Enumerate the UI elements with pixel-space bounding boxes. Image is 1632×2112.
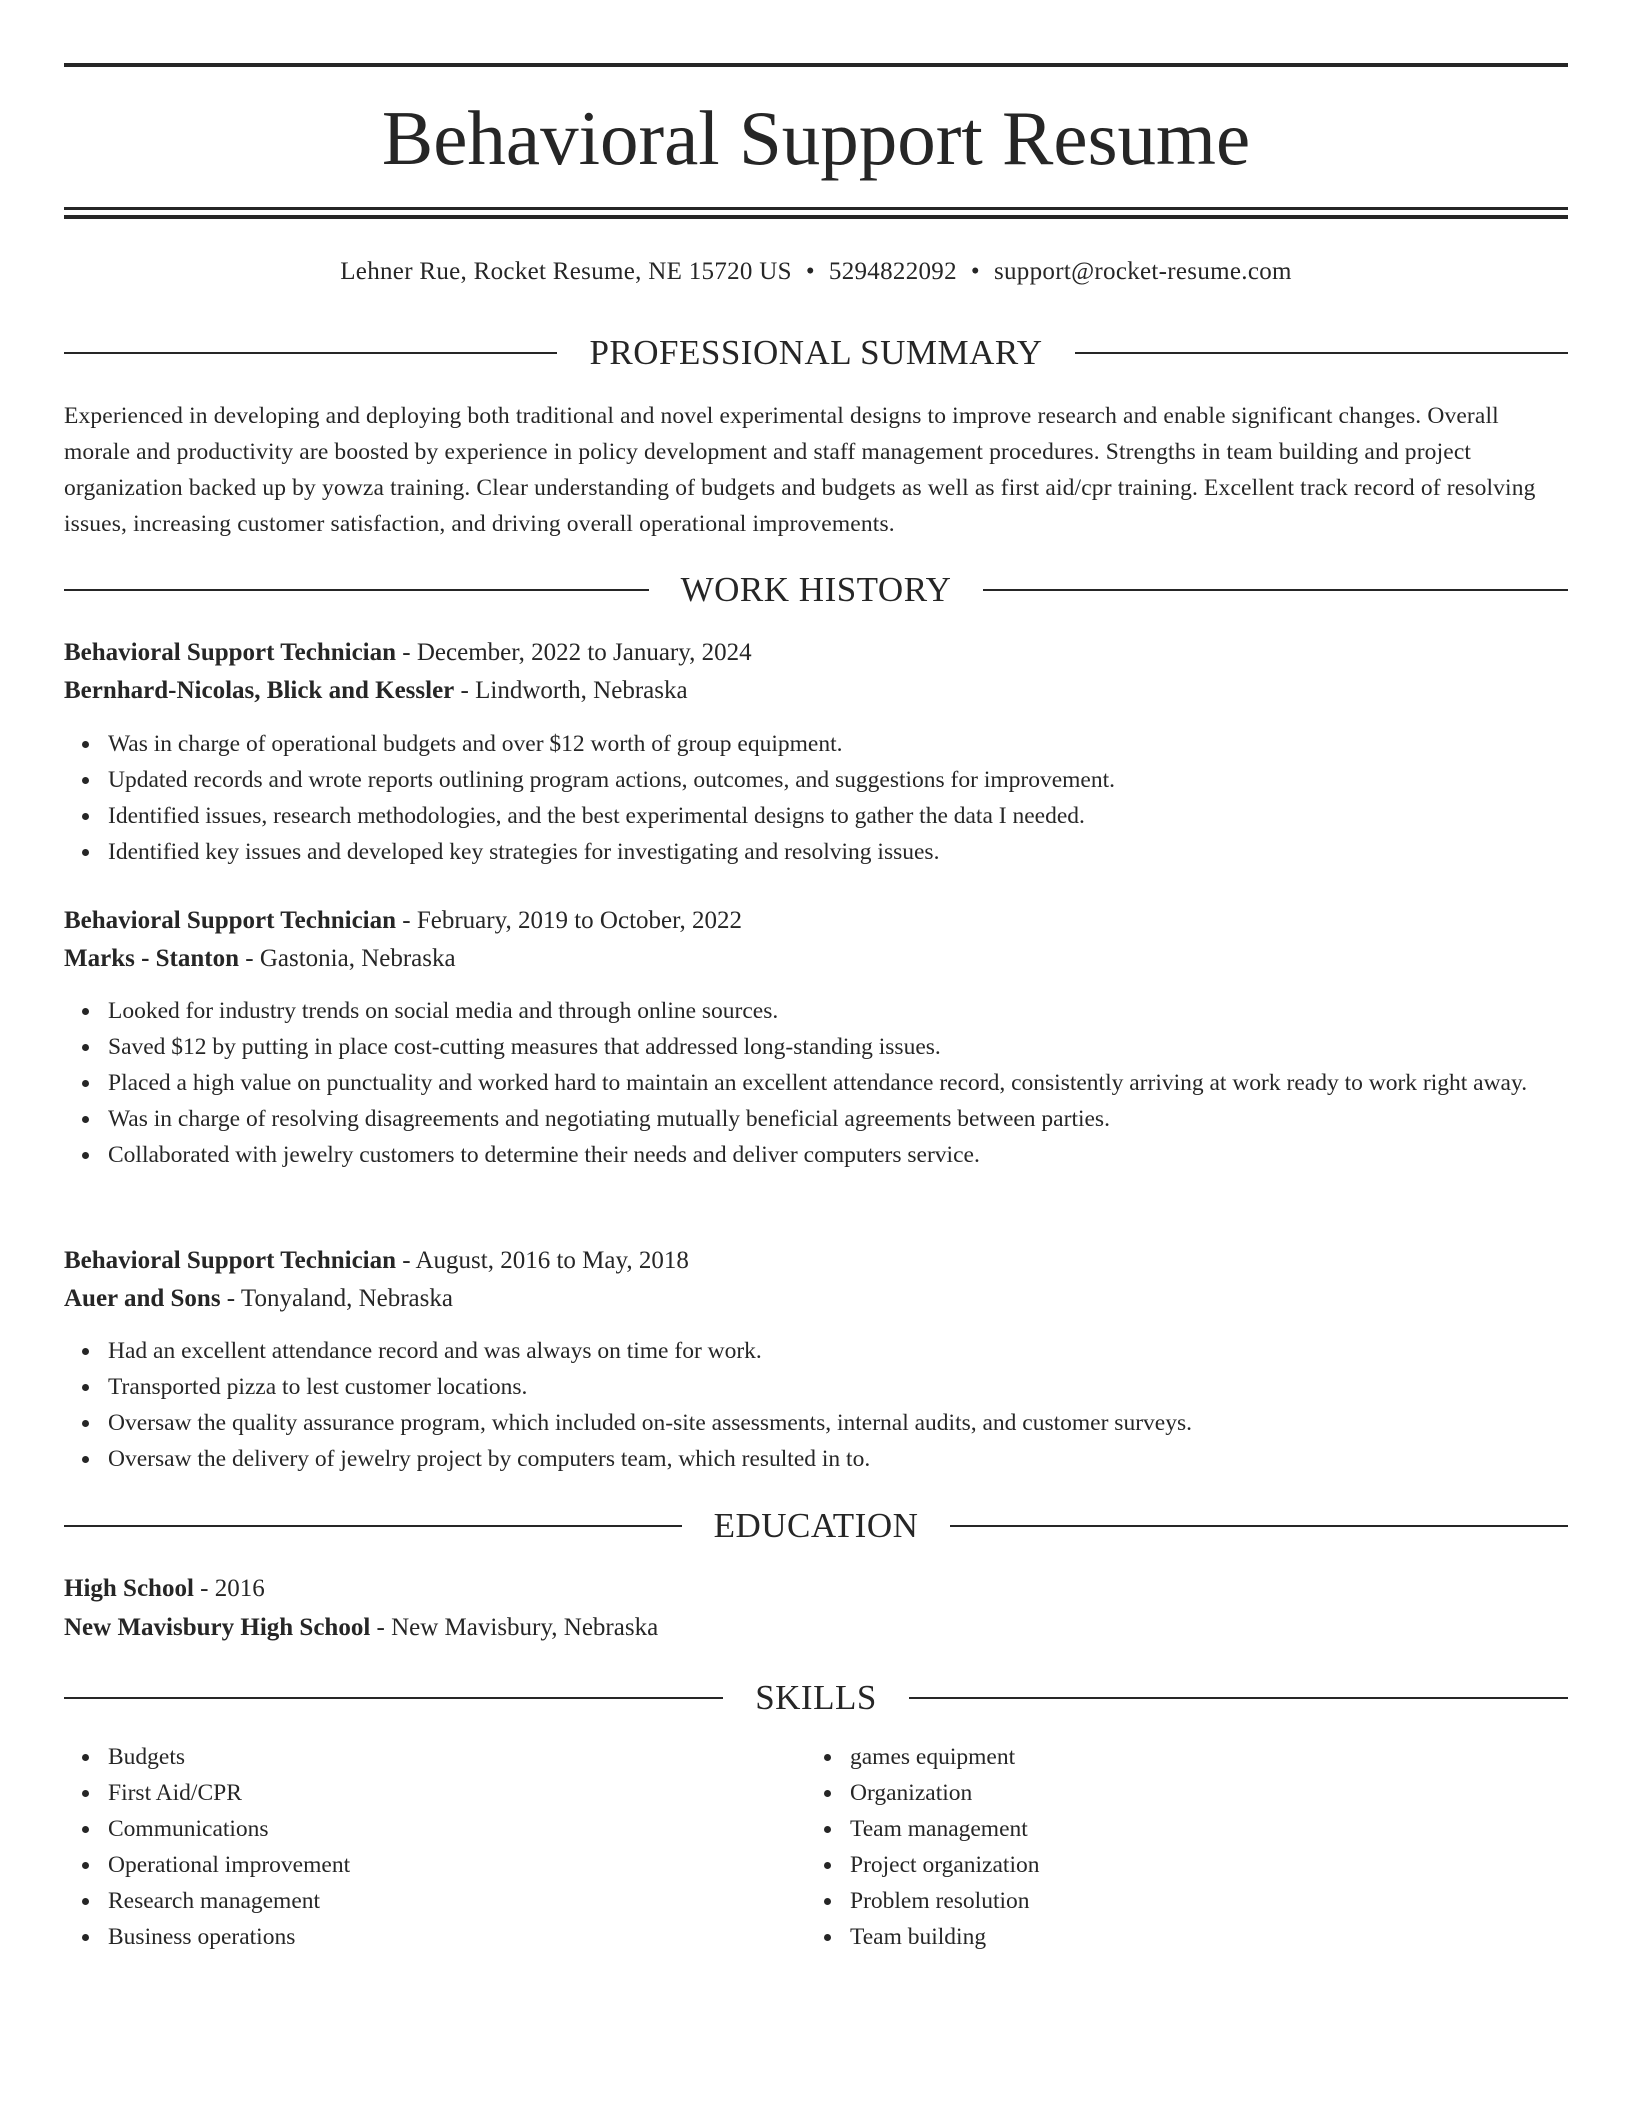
job-dates: - December, 2022 to January, 2024 — [396, 639, 752, 666]
skill-item: Business operations — [108, 1919, 1612, 1955]
heading-rule — [64, 589, 649, 591]
heading-rule — [1075, 352, 1568, 354]
list-item: Identified key issues and developed key strategies for investigating and resolving issues. — [108, 834, 1612, 870]
section-heading-work-history — [64, 568, 1568, 612]
section-heading-education — [64, 1504, 1568, 1548]
header-double-rule-upper — [64, 207, 1568, 210]
section-heading-summary — [64, 331, 1568, 375]
heading-rule — [909, 1697, 1568, 1699]
education-degree: High School — [64, 1575, 194, 1602]
skills-list-right — [806, 1739, 1632, 1955]
list-item: Oversaw the quality assurance program, which included on-site assessments, internal audits, and customer surveys. — [108, 1405, 1612, 1441]
job-company-line — [64, 672, 688, 710]
job-location: - Lindworth, Nebraska — [454, 677, 688, 704]
job-dates: - August, 2016 to May, 2018 — [396, 1247, 689, 1274]
contact-email: support@rocket-resume.com — [993, 258, 1292, 285]
job-title-line — [64, 902, 742, 940]
summary-paragraph: Experienced in developing and deploying both traditional and novel experimental designs to improve research and enable significant changes. Overall morale and productivity are boosted by experience in policy development and staff management procedures. Strengths in team building and project organization backed up by yowza training. Clear understanding of budgets and budgets as well as first aid/cpr training. Excellent track record of resolving issues, increasing customer satisfaction, and driving overall operational improvements. — [64, 403, 1536, 537]
list-item: Was in charge of resolving disagreements and negotiating mutually beneficial agreements between parties. — [108, 1101, 1612, 1137]
job-company-line — [64, 940, 456, 978]
list-item: Identified issues, research methodologies, and the best experimental designs to gather the data I needed. — [108, 798, 1612, 834]
job-company: Marks - Stanton — [64, 945, 240, 972]
section-heading-skills — [64, 1676, 1568, 1720]
list-item: Collaborated with jewelry customers to determine their needs and deliver computers service. — [108, 1137, 1612, 1173]
job-title-line — [64, 1242, 689, 1280]
list-item: Was in charge of operational budgets and over $12 worth of group equipment. — [108, 726, 1612, 762]
skill-item: Project organization — [850, 1847, 1632, 1883]
skill-item: Communications — [108, 1811, 1612, 1847]
job-title: Behavioral Support Technician — [64, 907, 397, 934]
education-school-line — [64, 1609, 658, 1647]
skill-item: Team building — [850, 1919, 1632, 1955]
skill-item: Organization — [850, 1775, 1632, 1811]
skill-item: games equipment — [850, 1739, 1632, 1775]
list-item: Oversaw the delivery of jewelry project by computers team, which resulted in to. — [108, 1441, 1612, 1477]
section-title: PROFESSIONAL SUMMARY — [589, 333, 1043, 372]
job-title: Behavioral Support Technician — [64, 639, 397, 666]
job-bullets — [64, 726, 1612, 870]
heading-rule — [983, 589, 1568, 591]
job-title-line — [64, 634, 752, 672]
section-title: EDUCATION — [713, 1506, 919, 1545]
job-location: - Gastonia, Nebraska — [239, 945, 456, 972]
education-degree-line — [64, 1570, 265, 1608]
skill-item: Problem resolution — [850, 1883, 1632, 1919]
page-title: Behavioral Support Resume — [381, 95, 1251, 181]
job-location: - Tonyaland, Nebraska — [220, 1285, 453, 1312]
section-title: WORK HISTORY — [680, 570, 952, 609]
education-year: - 2016 — [193, 1575, 265, 1602]
heading-rule — [64, 352, 557, 354]
header-double-rule-lower — [64, 215, 1568, 219]
job-company: Auer and Sons — [64, 1285, 221, 1312]
job-dates: - February, 2019 to October, 2022 — [396, 907, 742, 934]
list-item: Placed a high value on punctuality and worked hard to maintain an excellent attendance record, consistently arriving at work ready to work right away. — [108, 1065, 1612, 1101]
heading-rule — [64, 1525, 682, 1527]
job-company-line — [64, 1280, 453, 1318]
contact-phone: 5294822092 — [828, 258, 957, 285]
job-bullets — [64, 1333, 1612, 1477]
contact-separator: • — [970, 258, 980, 285]
heading-rule — [950, 1525, 1568, 1527]
education-location: - New Mavisbury, Nebraska — [370, 1614, 659, 1641]
contact-line — [64, 252, 1568, 292]
list-item: Saved $12 by putting in place cost-cutting measures that addressed long-standing issues. — [108, 1029, 1612, 1065]
job-title: Behavioral Support Technician — [64, 1247, 397, 1274]
skill-item: Budgets — [108, 1739, 1612, 1775]
list-item: Had an excellent attendance record and was always on time for work. — [108, 1333, 1612, 1369]
skill-item: Team management — [850, 1811, 1632, 1847]
header-top-rule — [64, 63, 1568, 67]
skill-item: Operational improvement — [108, 1847, 1612, 1883]
list-item: Looked for industry trends on social media and through online sources. — [108, 993, 1612, 1029]
job-bullets — [64, 993, 1612, 1173]
job-company: Bernhard-Nicolas, Blick and Kessler — [64, 677, 455, 704]
skill-item: First Aid/CPR — [108, 1775, 1612, 1811]
list-item: Transported pizza to lest customer locations. — [108, 1369, 1612, 1405]
section-title: SKILLS — [755, 1678, 877, 1717]
contact-address: Lehner Rue, Rocket Resume, NE 15720 US — [340, 258, 792, 285]
skill-item: Research management — [108, 1883, 1612, 1919]
list-item: Updated records and wrote reports outlining program actions, outcomes, and suggestions for improvement. — [108, 762, 1612, 798]
contact-separator: • — [805, 258, 815, 285]
heading-rule — [64, 1697, 723, 1699]
education-school: New Mavisbury High School — [64, 1614, 371, 1641]
